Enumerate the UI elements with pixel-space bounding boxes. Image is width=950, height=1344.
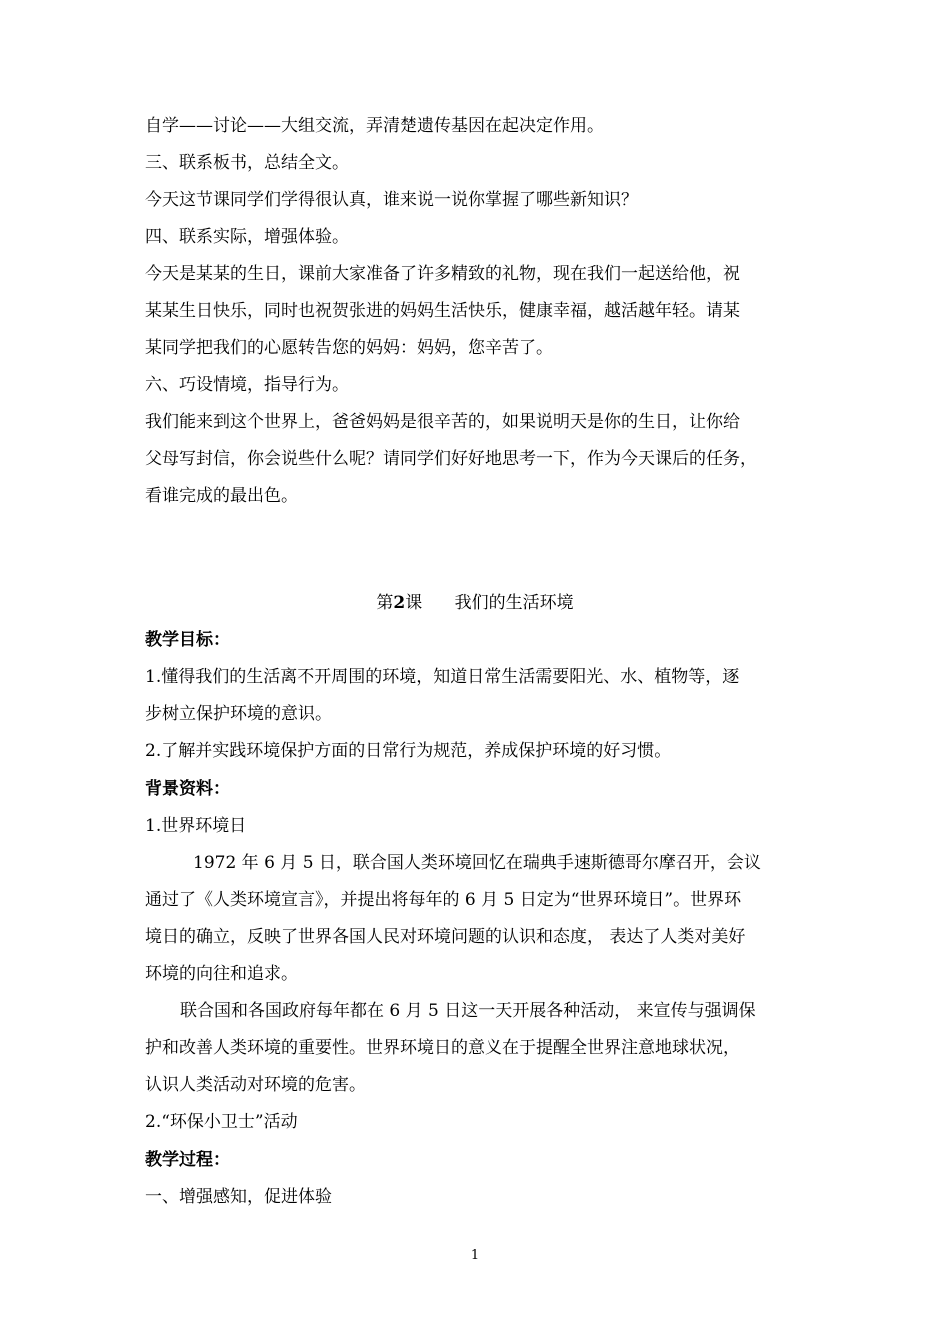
- text-line: 看谁完成的最出色。: [145, 486, 298, 506]
- section-heading: 三、联系板书，总结全文。: [145, 153, 349, 173]
- text-line: 自学——讨论——大组交流，弄清楚遗传基因在起决定作用。: [145, 116, 604, 136]
- text-line: 通过了《人类环境宣言》，并提出将每年的 6 月 5 日定为“世界环境日”。世界环: [145, 890, 742, 910]
- text-line: 认识人类活动对环境的危害。: [145, 1075, 366, 1095]
- text-line: 2.“环保小卫士”活动: [145, 1112, 298, 1132]
- section-heading: 六、巧设情境，指导行为。: [145, 375, 349, 395]
- text-line: 环境的向往和追求。: [145, 964, 298, 984]
- text-line: 今天是某某的生日，课前大家准备了许多精致的礼物，现在我们一起送给他，祝: [145, 264, 740, 284]
- text-line: 1.懂得我们的生活离不开周围的环境，知道日常生活需要阳光、水、植物等，逐: [145, 667, 740, 687]
- lesson-name: 我们的生活环境: [454, 593, 574, 613]
- lesson-title: [0, 591, 950, 615]
- background-heading: 背景资料：: [145, 779, 230, 799]
- text-line: 护和改善人类环境的重要性。世界环境日的意义在于提醒全世界注意地球状况，: [145, 1038, 740, 1058]
- section-heading: 一、增强感知，促进体验: [145, 1187, 332, 1207]
- page-number: 1: [470, 1248, 480, 1263]
- lesson-suffix: 课: [405, 593, 423, 613]
- text-line: 境日的确立，反映了世界各国人民对环境问题的认识和态度， 表达了人类对美好: [145, 927, 746, 947]
- text-line: 2.了解并实践环境保护方面的日常行为规范，养成保护环境的好习惯。: [145, 741, 672, 761]
- process-heading: 教学过程：: [145, 1150, 230, 1170]
- section-heading: 四、联系实际，增强体验。: [145, 227, 349, 247]
- lesson-number: 2: [393, 593, 406, 613]
- lesson-prefix: 第: [376, 593, 394, 613]
- text-line: 我们能来到这个世界上，爸爸妈妈是很辛苦的，如果说明天是你的生日，让你给: [145, 412, 740, 432]
- text-line: 联合国和各国政府每年都在 6 月 5 日这一天开展各种活动， 来宣传与强调保: [180, 1001, 756, 1021]
- text-line: 1.世界环境日: [145, 816, 247, 836]
- text-line: 父母写封信，你会说些什么呢？请同学们好好地思考一下，作为今天课后的任务，: [145, 449, 757, 469]
- text-line: 某某生日快乐，同时也祝贺张进的妈妈生活快乐，健康幸福，越活越年轻。请某: [145, 301, 740, 321]
- text-line: 今天这节课同学们学得很认真，谁来说一说你掌握了哪些新知识？: [145, 190, 638, 210]
- goals-heading: 教学目标：: [145, 630, 230, 650]
- text-line: 步树立保护环境的意识。: [145, 704, 332, 724]
- text-line: 1972 年 6 月 5 日，联合国人类环境回忆在瑞典手速斯德哥尔摩召开，会议: [193, 853, 761, 873]
- text-line: 某同学把我们的心愿转告您的妈妈：妈妈，您辛苦了。: [145, 338, 553, 358]
